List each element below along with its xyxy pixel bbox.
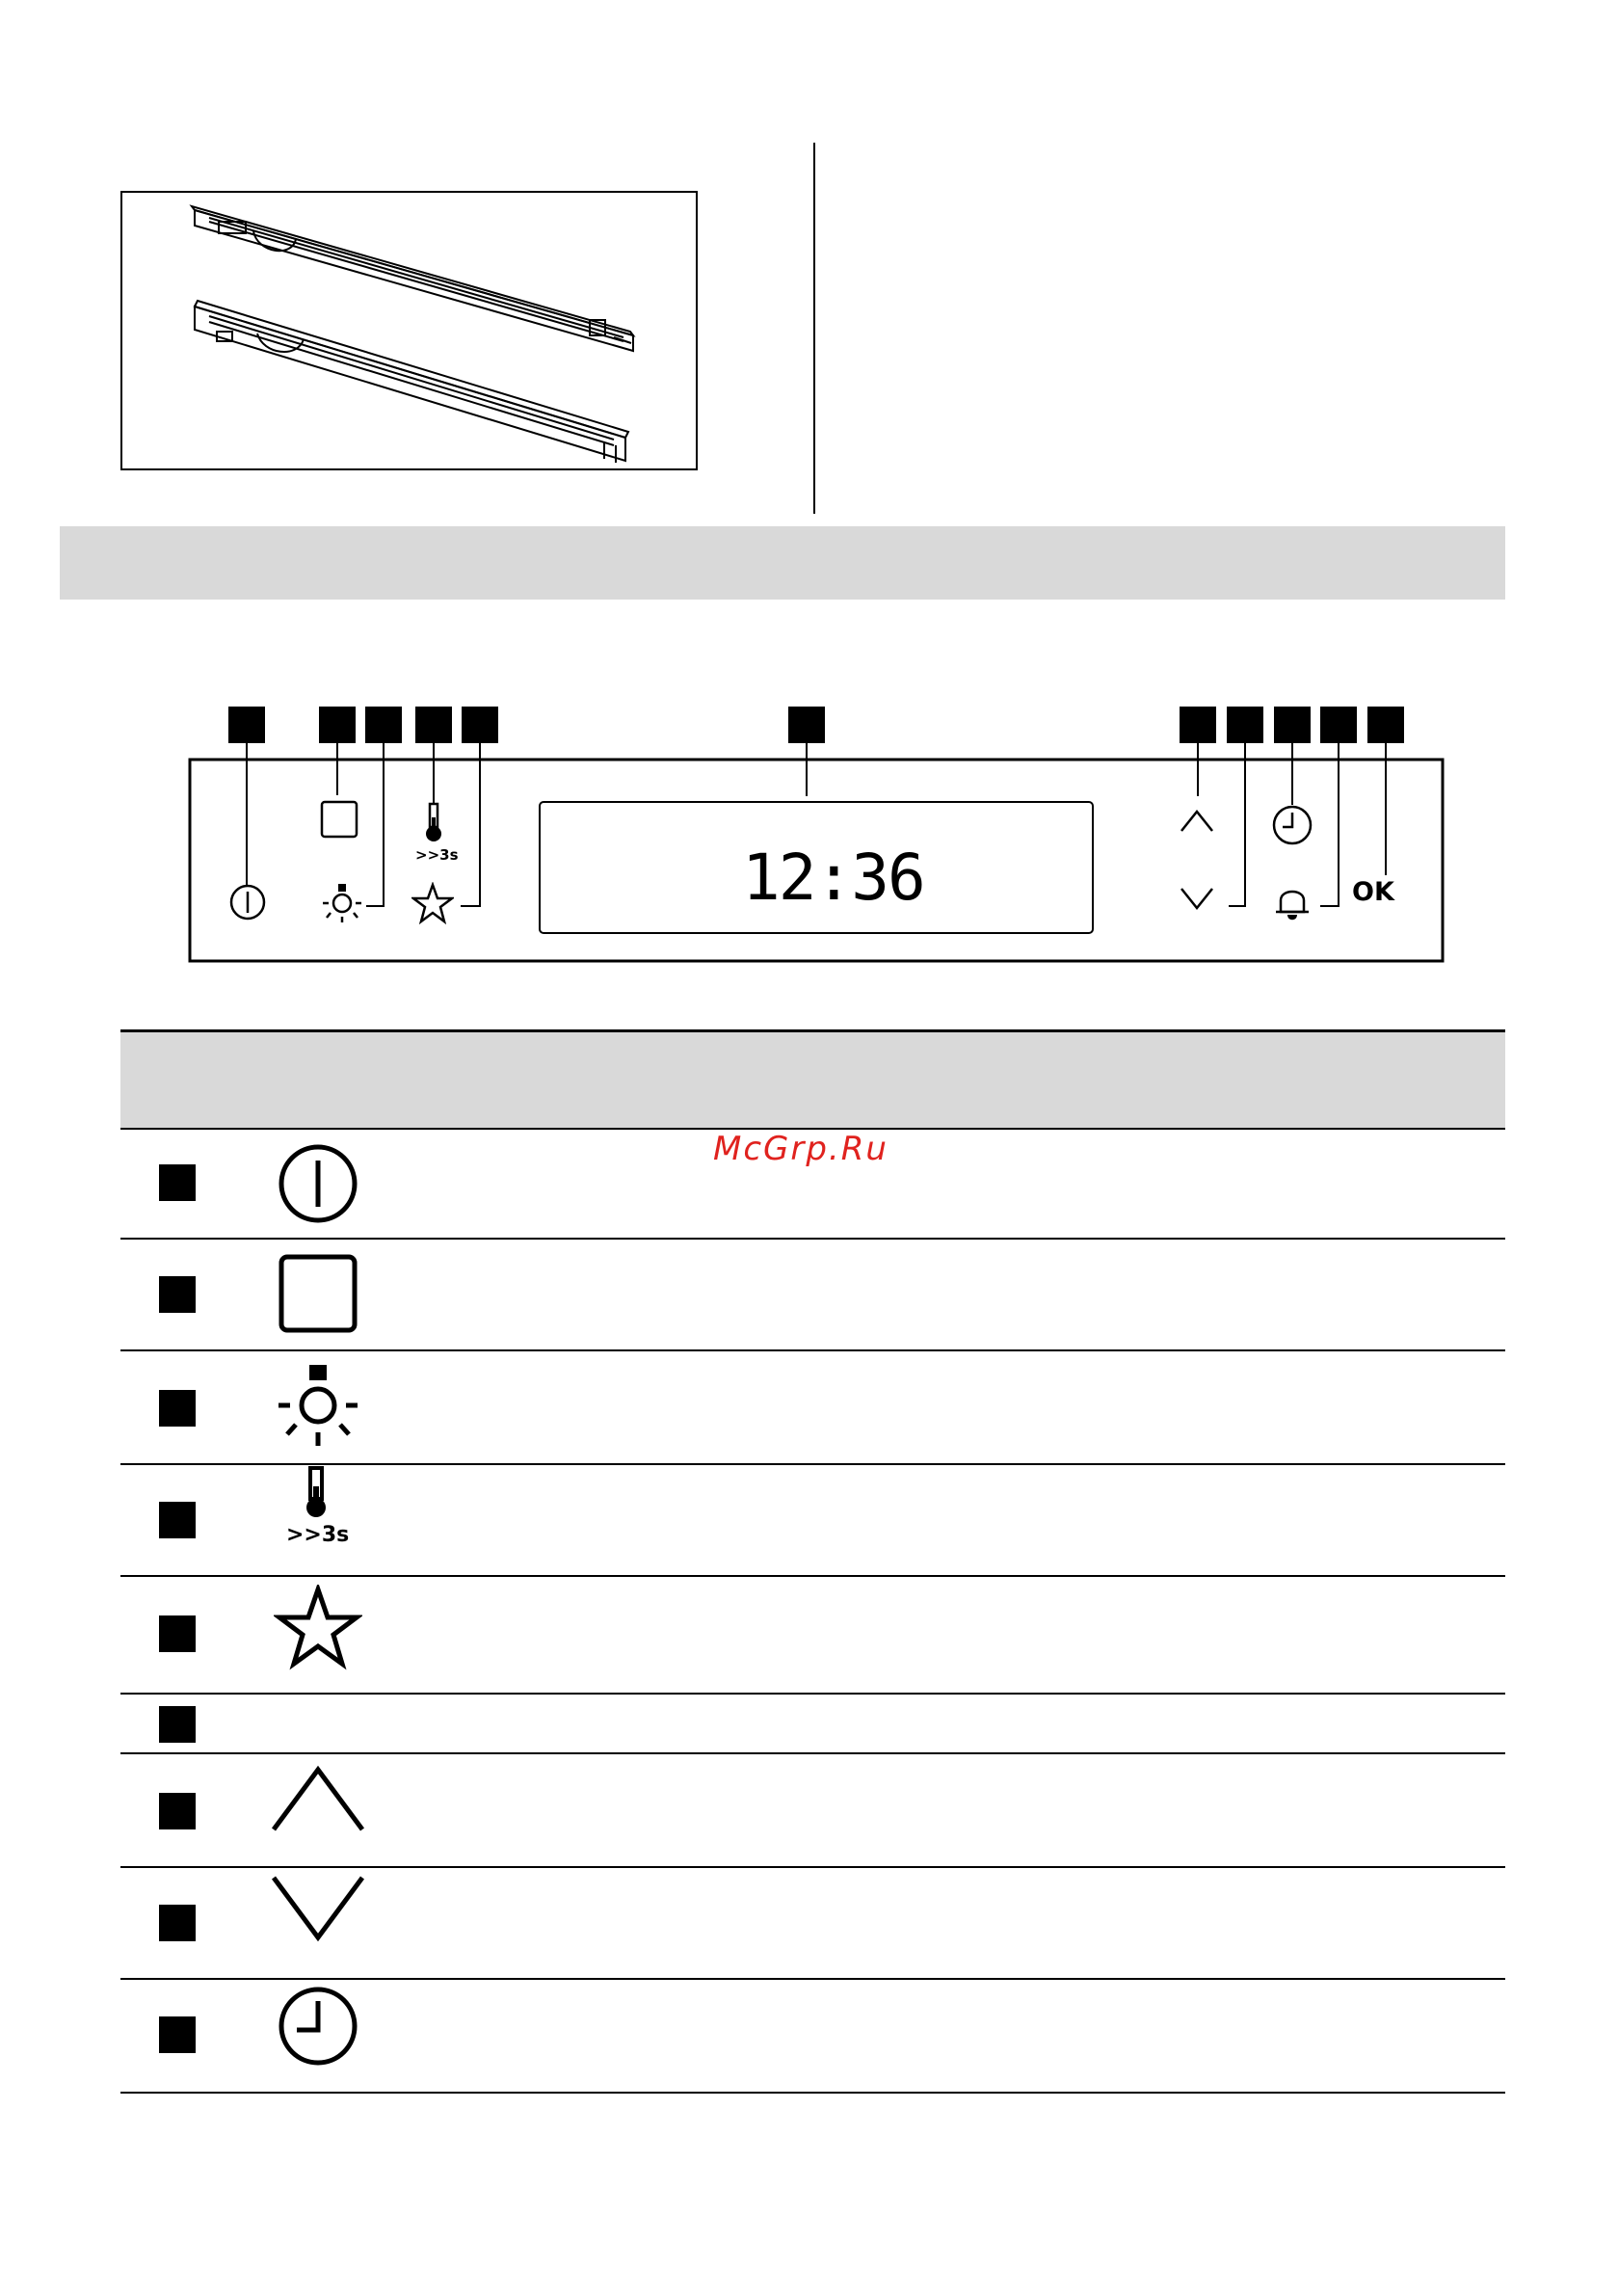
- lamp-icon: [321, 882, 363, 924]
- temp-hold-label: >>3s: [286, 1523, 350, 1547]
- chevron-down-icon: [1178, 885, 1216, 912]
- row-marker: [159, 1905, 196, 1941]
- rail-illustration: [122, 193, 696, 468]
- ok-button-label: OK: [1352, 877, 1394, 907]
- callout-marker: [319, 707, 356, 743]
- callout-marker: [1320, 707, 1357, 743]
- row-marker: [159, 1793, 196, 1829]
- row-divider: [120, 1463, 1505, 1465]
- thermometer-icon: [422, 802, 445, 844]
- callout-marker: [365, 707, 402, 743]
- temp-hold-label: >>3s: [415, 846, 459, 864]
- display-time: 12:36: [742, 841, 924, 915]
- row-marker: [159, 1615, 196, 1652]
- row-marker: [159, 1164, 196, 1201]
- row-marker: [159, 1502, 196, 1538]
- thermometer-icon: [301, 1465, 332, 1519]
- square-icon: [320, 800, 358, 839]
- callout-marker: [228, 707, 265, 743]
- on-off-icon: [276, 1141, 360, 1226]
- on-off-icon: [227, 882, 268, 922]
- callout-marker: [1367, 707, 1404, 743]
- chevron-down-icon: [270, 1874, 366, 1943]
- lamp-icon: [275, 1363, 361, 1450]
- row-divider: [120, 1978, 1505, 1980]
- row-marker: [159, 2016, 196, 2053]
- callout-marker: [1180, 707, 1216, 743]
- control-panel-diagram: [0, 0, 1618, 964]
- star-icon: [274, 1585, 362, 1671]
- row-divider: [120, 1752, 1505, 1754]
- star-icon: [411, 882, 454, 924]
- clock-icon: [1270, 803, 1314, 847]
- column-divider: [813, 143, 815, 514]
- row-divider: [120, 1866, 1505, 1868]
- square-icon: [278, 1253, 358, 1334]
- table-top-rule: [120, 1029, 1505, 1032]
- row-marker: [159, 1390, 196, 1427]
- row-divider: [120, 1238, 1505, 1240]
- chevron-up-icon: [270, 1764, 366, 1833]
- table-header: [120, 1031, 1505, 1130]
- bell-icon: [1270, 879, 1314, 923]
- row-marker: [159, 1276, 196, 1313]
- section-heading-bar: [60, 526, 1505, 600]
- panel-drawing: [0, 0, 1618, 964]
- callout-marker: [788, 707, 825, 743]
- row-divider: [120, 1693, 1505, 1695]
- chevron-up-icon: [1178, 808, 1216, 835]
- row-divider: [120, 1349, 1505, 1351]
- callout-marker: [1274, 707, 1311, 743]
- row-divider: [120, 1575, 1505, 1577]
- callout-marker: [415, 707, 452, 743]
- callout-marker: [462, 707, 498, 743]
- watermark-text: McGrp.Ru: [713, 1130, 889, 1168]
- runner-illustration: [120, 191, 698, 470]
- row-marker: [159, 1706, 196, 1743]
- clock-icon: [276, 1984, 360, 2069]
- table-bottom-rule: [120, 2092, 1505, 2094]
- callout-marker: [1227, 707, 1263, 743]
